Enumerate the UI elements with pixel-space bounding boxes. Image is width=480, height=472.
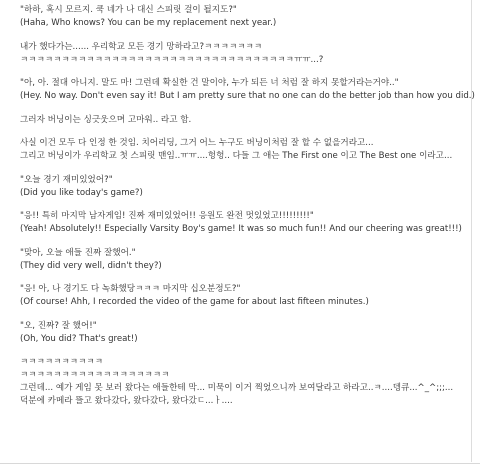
post-text-line: "응! 아, 나 경기도 다 녹화했당ㅋㅋㅋ 마지막 십오분정도?" <box>20 284 241 294</box>
post-text-line: 덕분에 카메라 뜰고 왔다갔다, 왔다갔다, 왔다갔ㄷ...ㅏ.... <box>20 396 233 406</box>
post-text-line: (Of course! Ahh, I recorded the video of the game for about last fifteen minutes.) <box>20 297 369 307</box>
post-paragraph <box>20 77 475 103</box>
post-text-line: "오늘 경기 재미있었어?" <box>20 174 113 185</box>
post-text-line: 그런데... 예가 게임 못 보러 왔다는 애들한테 막... 미묵이 이거 찍었으니까 보여달라고 하라고..ㅋ....뎅큐...^_^;;;... <box>20 383 454 393</box>
post-text-line: 그러자 버닝이는 싱긋웃으며 고마워.. 라고 함. <box>20 114 192 125</box>
post-text-line: (Yeah! Absolutely!! Especially Varsity Boy's game! It was so much fun!! And our cheering was great!!!) <box>20 224 462 234</box>
post-paragraph <box>20 137 468 163</box>
post-body <box>20 4 475 419</box>
bottom-divider <box>0 463 480 464</box>
post-text-line: (Did you like today's game?) <box>20 187 143 198</box>
post-text-line: ㅋㅋㅋㅋㅋㅋㅋㅋㅋㅋㅋㅋㅋㅋㅋㅋㅋㅋ <box>20 370 170 380</box>
post-text-line: (Hey. No way. Don't even say it! But I am pretty sure that no one can do the better job than how you did.) <box>20 91 475 101</box>
post-text-line: 그리고 버닝이가 우리학교 첫 스피릿 맨임..ㅠㅠ....헝헝.. 다들 그 애는 The First one 이고 The Best one 이라고... <box>20 151 453 161</box>
post-paragraph <box>20 320 468 346</box>
post-paragraph <box>20 283 468 309</box>
post-text-line: "하하, 혹시 모르지. 쿡 네가 나 대신 스피릿 걸이 될지도?" <box>20 5 237 15</box>
post-text-line: ㅋㅋㅋㅋㅋㅋㅋㅋㅋㅋㅋㅋㅋㅋㅋㅋㅋㅋㅋㅋㅋㅋㅋㅋㅋㅋㅋㅋㅋㅋㅋㅋㅋㅠㅠ...? <box>20 54 324 65</box>
post-text-line: (They did very well, didn't they?) <box>20 260 162 271</box>
post-text-line: "응!! 특히 마지막 남자게임! 진짜 재미있었어!! 응원도 완전 멋있었고!!!!!!!!!" <box>20 211 314 221</box>
post-paragraph <box>20 210 468 236</box>
post-text-line: 내가 했다가는...... 우리학교 모든 경기 망하라고?ㅋㅋㅋㅋㅋㅋㅋ <box>20 41 263 52</box>
post-paragraph <box>20 247 468 273</box>
post-paragraph <box>20 41 468 67</box>
post-text-line: "아, 아. 절대 아니지. 말도 마! 그런데 확실한 건 말이야, 누가 되든 너 처럼 잘 하지 못할거라는거야.." <box>20 78 399 88</box>
post-text-line: ㅋㅋㅋㅋㅋㅋㅋㅋㅋㅋ <box>20 357 104 367</box>
post-text-line: (Oh, You did? That's great!) <box>20 333 138 344</box>
post-paragraph <box>20 356 468 408</box>
post-paragraph <box>20 4 468 30</box>
post-text-line: 사실 이건 모두 다 인정 한 것임. 치어리딩, 그거 어느 누구도 버닝이처럼 잘 할 수 없을거라고... <box>20 138 374 148</box>
post-text-line: "오, 진짜? 잘 했어!" <box>20 320 97 331</box>
post-paragraph <box>20 114 468 127</box>
post-text-line: "맞아, 오늘 애들 진짜 잘했어." <box>20 247 136 258</box>
post-text-line: (Haha, Who knows? You can be my replacement next year.) <box>20 18 277 28</box>
post-paragraph <box>20 174 468 200</box>
